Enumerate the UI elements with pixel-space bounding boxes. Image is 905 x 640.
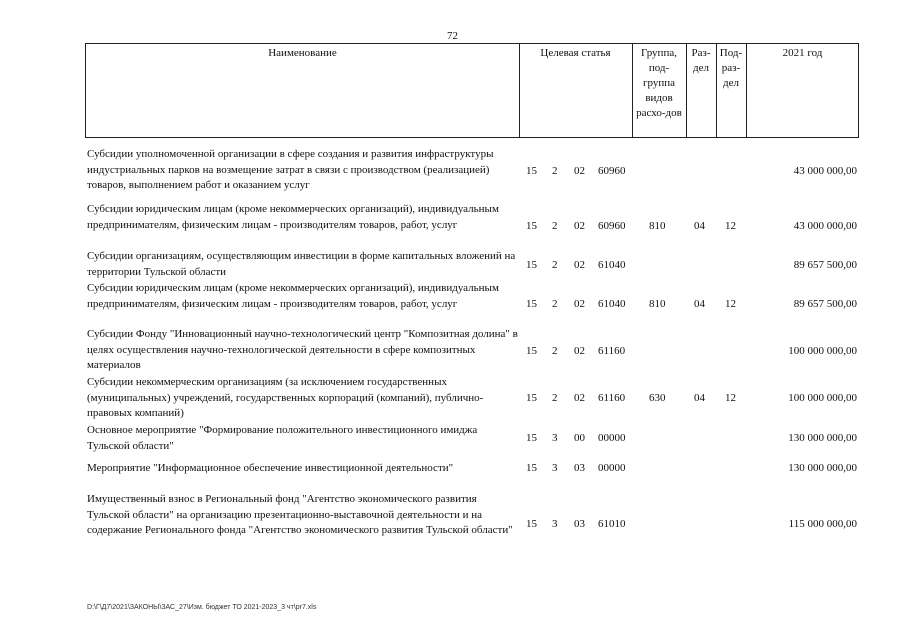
table-row [85,281,859,328]
page-number: 72 [447,30,458,42]
row-section: 04 [694,298,705,310]
row-name: Мероприятие "Информационное обеспечение инвестиционной деятельности" [87,462,454,474]
row-activity: 02 [574,345,585,357]
row-program: 15 [526,165,537,177]
row-name: Основное мероприятие "Формирование положительного инвестиционного имиджа Тульской области" [87,424,478,452]
row-subprogram: 2 [552,259,558,271]
row-program: 15 [526,518,537,530]
row-direction: 00000 [598,462,626,474]
row-subprogram: 3 [552,432,558,444]
row-program: 15 [526,345,537,357]
row-amount: 89 657 500,00 [793,298,857,310]
table-row [85,147,859,194]
row-subprogram: 2 [552,392,558,404]
row-section: 04 [694,220,705,232]
row-direction: 60960 [598,220,626,232]
row-subsection: 12 [725,392,736,404]
row-subprogram: 3 [552,462,558,474]
row-name: Субсидии Фонду "Инновационный научно-технологический центр "Композитная долина" в целях осуществления научно-технологической деятельности в сфере композитных материалов [87,328,518,371]
table-row [85,249,859,280]
row-direction: 61040 [598,298,626,310]
table-row [85,423,859,454]
row-amount: 100 000 000,00 [788,392,857,404]
row-program: 15 [526,220,537,232]
row-activity: 00 [574,432,585,444]
row-direction: 61160 [598,392,626,404]
table-row [85,492,859,556]
row-subsection: 12 [725,298,736,310]
table-row [85,375,859,422]
table-row [85,202,859,249]
row-amount: 89 657 500,00 [793,259,857,271]
row-direction: 61010 [598,518,626,530]
row-direction: 61160 [598,345,626,357]
header-subsection: Под-раз-дел [719,47,743,89]
row-name: Субсидии юридическим лицам (кроме некоммерческих организаций), индивидуальным предпринимателям, физическим лицам - производителям товаров, работ, услуг [87,203,499,231]
row-direction: 00000 [598,432,626,444]
row-program: 15 [526,298,537,310]
row-group: 810 [649,298,666,310]
table-row [85,461,859,477]
row-name: Субсидии некоммерческим организациям (за исключением государственных (муниципальных) учреждений, государственных корпораций (компаний), публично-правовых компаний) [87,376,484,419]
row-subprogram: 2 [552,220,558,232]
header-name: Наименование [268,47,337,59]
table-row [85,327,859,374]
row-name: Субсидии юридическим лицам (кроме некоммерческих организаций), индивидуальным предпринимателям, физическим лицам - производителям товаров, работ, услуг [87,282,499,310]
row-amount: 130 000 000,00 [788,432,857,444]
table-header [85,43,859,138]
row-program: 15 [526,462,537,474]
row-activity: 02 [574,220,585,232]
row-amount: 100 000 000,00 [788,345,857,357]
row-activity: 02 [574,298,585,310]
header-section: Раз-дел [691,47,711,74]
row-subprogram: 2 [552,345,558,357]
row-name: Субсидии уполномоченной организации в сфере создания и развития инфраструктуры индустриальных парков на возмещение затрат в связи с производством (реализацией) товаров, выполнением работ и оказанием услуг [87,148,494,191]
row-direction: 60960 [598,165,626,177]
header-target: Целевая статья [540,47,611,59]
row-amount: 43 000 000,00 [793,165,857,177]
row-amount: 130 000 000,00 [788,462,857,474]
header-group: Группа, под-группа видов расхо-дов [636,47,682,119]
row-program: 15 [526,259,537,271]
row-activity: 03 [574,518,585,530]
header-year: 2021 год [782,47,823,59]
row-group: 630 [649,392,666,404]
row-name: Имущественный взнос в Региональный фонд "Агентство экономического развития Тульской области" на организацию презентационно-выставочной деятельности и на содержание Регионального фонда "Агентство экономического развития Тульской области" [87,493,513,536]
row-activity: 02 [574,392,585,404]
row-activity: 03 [574,462,585,474]
row-program: 15 [526,392,537,404]
row-section: 04 [694,392,705,404]
row-amount: 43 000 000,00 [793,220,857,232]
row-name: Субсидии организациям, осуществляющим инвестиции в форме капитальных вложений на территории Тульской области [87,250,516,278]
file-path-footer: D:\Г\Д7\2021\ЗАКОНЫ\ЗАС_27\Изм. бюджет ТО 2021-2023_3 чт\pr7.xls [87,604,317,611]
row-activity: 02 [574,165,585,177]
row-program: 15 [526,432,537,444]
row-group: 810 [649,220,666,232]
row-activity: 02 [574,259,585,271]
row-subprogram: 2 [552,298,558,310]
row-subsection: 12 [725,220,736,232]
row-direction: 61040 [598,259,626,271]
row-subprogram: 3 [552,518,558,530]
row-subprogram: 2 [552,165,558,177]
row-amount: 115 000 000,00 [788,518,857,530]
